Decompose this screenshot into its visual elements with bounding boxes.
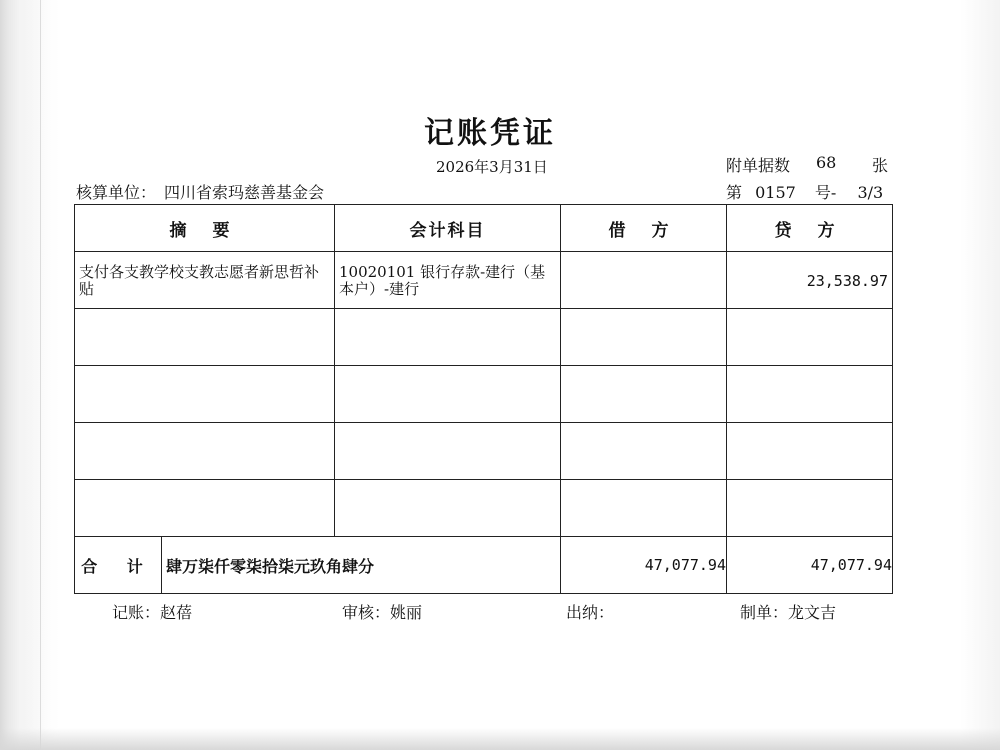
summary-cell	[75, 480, 335, 537]
accounting-unit-label: 核算单位：	[76, 183, 157, 202]
auditor-signature: 审核：姚丽	[342, 603, 423, 622]
credit-cell: 23,538.97	[727, 252, 893, 309]
total-row	[75, 537, 893, 594]
table-row	[75, 423, 893, 480]
credit-cell	[727, 366, 893, 423]
credit-cell	[727, 480, 893, 537]
account-cell	[335, 423, 561, 480]
preparer-signature: 制单：龙文吉	[740, 603, 837, 622]
column-header-credit: 贷 方	[727, 205, 893, 252]
voucher-number	[726, 180, 883, 203]
cashier-signature: 出纳：	[566, 603, 615, 622]
voucher-suffix: 号-	[814, 183, 837, 202]
account-cell	[335, 309, 561, 366]
bottom-shadow	[0, 728, 1000, 750]
table-row	[75, 480, 893, 537]
total-credit: 47,077.94	[727, 537, 893, 594]
table-row	[75, 309, 893, 366]
bookkeeper-signature: 记账：赵蓓	[112, 603, 193, 622]
table-row	[75, 252, 893, 309]
attachments-count: 68	[816, 153, 837, 172]
credit-cell	[727, 423, 893, 480]
total-amount-in-words: 肆万柒仟零柒拾柒元玖角肆分	[166, 556, 375, 576]
voucher-table	[74, 204, 893, 594]
column-header-account: 会计科目	[335, 205, 561, 252]
column-header-summary: 摘 要	[75, 205, 335, 252]
debit-cell	[561, 423, 727, 480]
summary-cell	[75, 366, 335, 423]
summary-cell	[75, 309, 335, 366]
credit-cell	[727, 309, 893, 366]
summary-cell: 支付各支教学校支教志愿者新思哲补贴	[75, 252, 335, 309]
debit-cell	[561, 480, 727, 537]
voucher-prefix: 第	[726, 183, 743, 202]
attachments-unit: 张	[872, 156, 889, 175]
attachments-label: 附单据数	[726, 156, 791, 175]
column-header-debit: 借 方	[561, 205, 727, 252]
total-cell	[75, 537, 561, 594]
total-label: 合 计	[75, 537, 162, 593]
summary-cell	[75, 423, 335, 480]
debit-cell	[561, 366, 727, 423]
voucher-title: 记账凭证	[424, 116, 556, 151]
account-cell	[335, 480, 561, 537]
debit-cell	[561, 252, 727, 309]
table-row	[75, 366, 893, 423]
account-cell: 10020101 银行存款-建行（基本户）-建行	[335, 252, 561, 309]
account-cell	[335, 366, 561, 423]
total-debit: 47,077.94	[561, 537, 727, 594]
table-header-row	[75, 205, 893, 252]
accounting-unit-value: 四川省索玛慈善基金会	[164, 183, 325, 202]
voucher-date: 2026年3月31日	[436, 158, 548, 176]
voucher-number-value: 0157	[755, 183, 796, 202]
debit-cell	[561, 309, 727, 366]
voucher-page: 3/3	[857, 183, 884, 202]
